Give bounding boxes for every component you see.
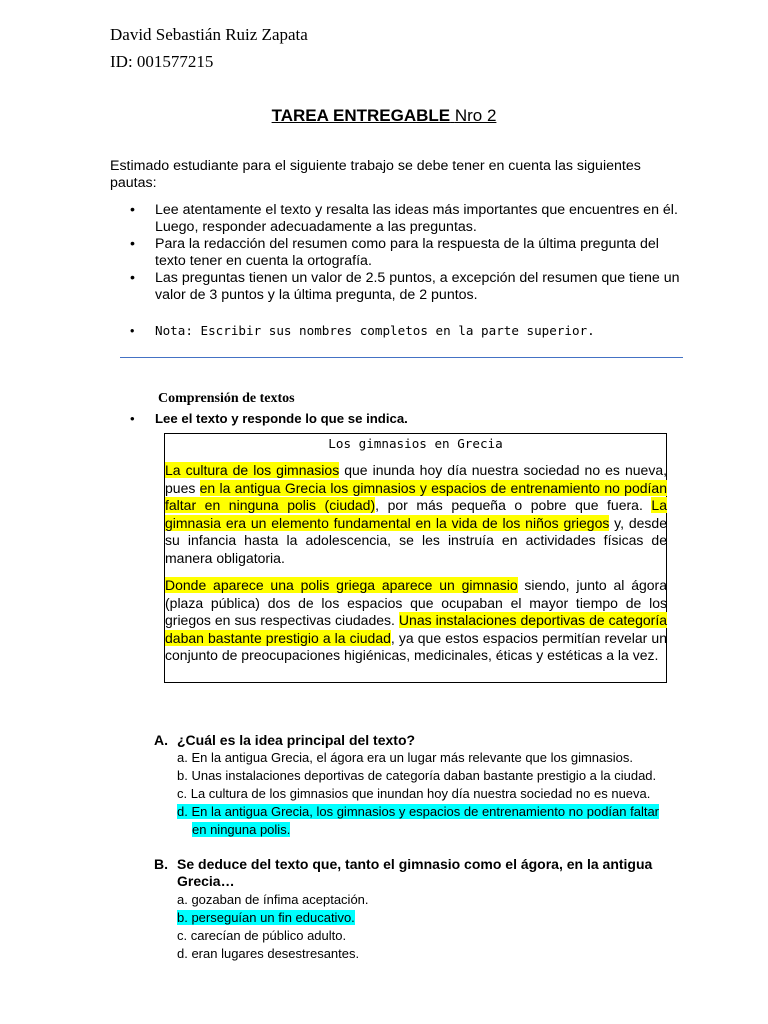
- section-instruction: [130, 411, 408, 426]
- reading-segment: en la antigua Grecia los gimnasios y espacios de entrenamiento no podían faltar en ninguna polis (ciudad): [165, 479, 667, 514]
- question-text: ¿Cuál es la idea principal del texto?: [177, 732, 416, 748]
- option-text: b. Unas instalaciones deportivas de categoría daban bastante prestigio a la ciudad.: [177, 768, 657, 783]
- reading-paragraph-1: [165, 462, 667, 568]
- bullet-icon: •: [130, 202, 135, 218]
- bullet-icon: •: [130, 270, 135, 286]
- question-letter: A.: [154, 732, 168, 748]
- title-number: Nro 2: [454, 106, 497, 125]
- reading-segment: , ya que estos espacios permitían revelar un conjunto de preocupaciones higiénicas, medicinales, éticas y estéticas a la vez.: [165, 629, 667, 664]
- student-name: David Sebastián Ruiz Zapata: [110, 25, 308, 44]
- option-text: d. eran lugares desestresantes.: [177, 946, 360, 961]
- guideline-item: [130, 270, 690, 304]
- student-id: ID: 001577215: [110, 52, 214, 71]
- guideline-item: [130, 202, 690, 236]
- title-main: TAREA ENTREGABLE: [271, 106, 451, 125]
- question-a: [154, 732, 415, 748]
- reading-paragraph-2: [165, 577, 667, 665]
- answer-option[interactable]: [177, 945, 577, 963]
- answer-option[interactable]: [177, 785, 677, 803]
- answer-option-selected[interactable]: [177, 909, 577, 927]
- answer-option[interactable]: [177, 927, 577, 945]
- reading-segment: Donde aparece una polis griega aparece un gimnasio: [165, 577, 518, 593]
- option-text: b. perseguían un fin educativo.: [177, 910, 355, 925]
- section-title: Comprensión de textos: [158, 391, 295, 406]
- answer-option[interactable]: [177, 767, 677, 785]
- note-text: Nota: Escribir sus nombres completos en la parte superior.: [155, 323, 595, 338]
- answer-option[interactable]: [177, 891, 577, 909]
- intro-text: Estimado estudiante para el siguiente trabajo se debe tener en cuenta las siguientes pautas:: [110, 158, 641, 191]
- guideline-text: Para la redacción del resumen como para la respuesta de la última pregunta del texto tener en cuenta la ortografía.: [155, 236, 659, 269]
- question-a-options: [177, 749, 677, 839]
- guideline-text: Las preguntas tienen un valor de 2.5 puntos, a excepción del resumen que tiene un valor de 3 puntos y la última pregunta, de 2 puntos.: [155, 270, 680, 303]
- reading-segment: La gimnasia era un elemento fundamental en la vida de los niños griegos: [165, 497, 667, 531]
- question-b-options: [177, 891, 577, 963]
- question-text: Se deduce del texto que, tanto el gimnasio como el ágora, en la antigua Grecia…: [177, 856, 653, 889]
- option-text: d. En la antigua Grecia, los gimnasios y espacios de entrenamiento no podían faltar en ninguna polis.: [177, 804, 660, 837]
- instruction-text: Lee el texto y responde lo que se indica.: [155, 411, 408, 426]
- reading-segment: , por más pequeña o pobre que fuera.: [375, 497, 652, 514]
- reading-title: Los gimnasios en Grecia: [328, 436, 503, 451]
- reading-segment: que inunda hoy día nuestra sociedad no es nueva, pues: [165, 462, 667, 496]
- guideline-item: [130, 236, 690, 270]
- guideline-text: Lee atentamente el texto y resalta las ideas más importantes que encuentres en él. Luego, responder adecuadamente a las preguntas.: [155, 202, 678, 235]
- answer-option-selected[interactable]: [177, 803, 677, 839]
- divider: [120, 357, 683, 358]
- note-item: [130, 323, 595, 338]
- bullet-icon: •: [130, 411, 135, 426]
- bullet-icon: •: [130, 236, 135, 252]
- reading-segment: siendo, junto al ágora (plaza pública) dos de los espacios que ocupaban el mayor tiempo de los griegos en sus respectivas ciudades.: [165, 577, 668, 629]
- question-letter: B.: [154, 856, 168, 872]
- option-text: a. En la antigua Grecia, el ágora era un lugar más relevante que los gimnasios.: [177, 750, 633, 765]
- option-text: c. carecían de público adulto.: [177, 928, 347, 943]
- question-b: [154, 856, 664, 890]
- reading-segment: Unas instalaciones deportivas de categoría daban bastante prestigio a la ciudad: [165, 612, 667, 646]
- answer-option[interactable]: [177, 749, 677, 767]
- assignment-title: [0, 106, 768, 126]
- reading-segment: y, desde su infancia hasta la adolescencia, se les instruía en actividades físicas de manera obligatoria.: [165, 514, 667, 566]
- bullet-icon: •: [130, 324, 135, 338]
- option-text: c. La cultura de los gimnasios que inundan hoy día nuestra sociedad no es nueva.: [177, 786, 651, 801]
- option-text: a. gozaban de ínfima aceptación.: [177, 892, 369, 907]
- reading-segment: La cultura de los gimnasios: [165, 462, 340, 478]
- guidelines-list: [130, 202, 690, 304]
